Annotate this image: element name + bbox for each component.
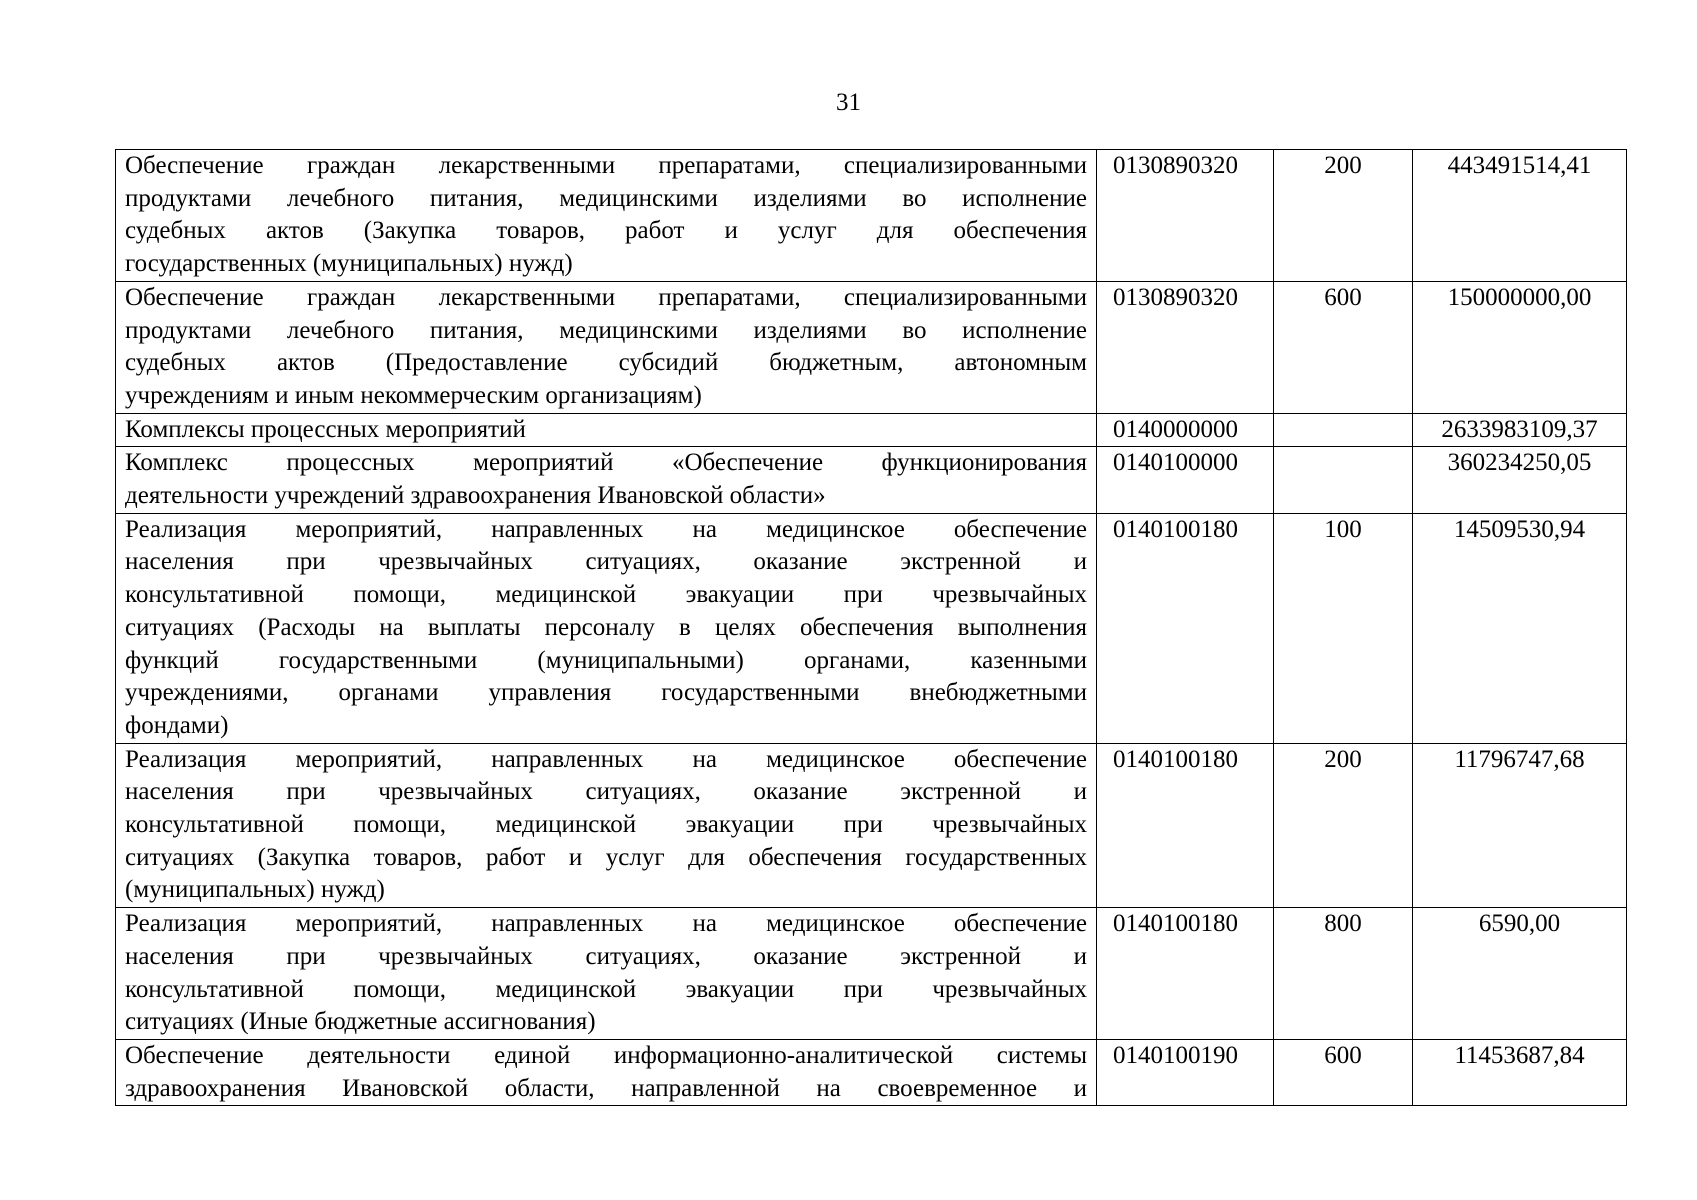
name-line: Комплекс процессных мероприятий «Обеспечение функционирования bbox=[125, 449, 1087, 477]
cell-target-code: 0140100180 bbox=[1097, 743, 1274, 908]
table-row bbox=[116, 150, 1627, 282]
cell-target-code: 0140100180 bbox=[1097, 513, 1274, 743]
name-line: Обеспечение граждан лекарственными препаратами, специализированными bbox=[125, 283, 1087, 311]
table-row bbox=[116, 281, 1627, 413]
cell-amount: 11453687,84 bbox=[1413, 1039, 1627, 1105]
page-number: 31 bbox=[836, 89, 861, 116]
cell-amount: 360234250,05 bbox=[1413, 447, 1627, 513]
table-row bbox=[116, 413, 1627, 447]
budget-table bbox=[115, 149, 1627, 1106]
cell-target-code: 0130890320 bbox=[1097, 150, 1274, 282]
cell-name bbox=[116, 743, 1097, 908]
name-line: Реализация мероприятий, направленных на медицинское обеспечение bbox=[125, 910, 1087, 938]
cell-amount: 150000000,00 bbox=[1413, 281, 1627, 413]
cell-expense-type: 600 bbox=[1274, 281, 1413, 413]
name-line: ситуациях (Иные бюджетные ассигнования) bbox=[125, 1008, 596, 1036]
name-line: населения при чрезвычайных ситуациях, оказание экстренной и bbox=[125, 548, 1087, 576]
cell-target-code: 0140100000 bbox=[1097, 447, 1274, 513]
name-line: функций государственными (муниципальными) органами, казенными bbox=[125, 646, 1087, 674]
table-row bbox=[116, 908, 1627, 1040]
cell-name bbox=[116, 413, 1097, 447]
cell-expense-type: 600 bbox=[1274, 1039, 1413, 1105]
cell-expense-type bbox=[1274, 413, 1413, 447]
cell-amount: 14509530,94 bbox=[1413, 513, 1627, 743]
cell-amount: 443491514,41 bbox=[1413, 150, 1627, 282]
table-row bbox=[116, 447, 1627, 513]
cell-amount: 2633983109,37 bbox=[1413, 413, 1627, 447]
name-line: судебных актов (Закупка товаров, работ и услуг для обеспечения bbox=[125, 217, 1087, 245]
name-line: продуктами лечебного питания, медицинскими изделиями во исполнение bbox=[125, 316, 1087, 344]
name-line: консультативной помощи, медицинской эвакуации при чрезвычайных bbox=[125, 975, 1087, 1003]
table-row bbox=[116, 513, 1627, 743]
cell-target-code: 0140100190 bbox=[1097, 1039, 1274, 1105]
name-line: ситуациях (Закупка товаров, работ и услуг для обеспечения государственных bbox=[125, 843, 1087, 871]
cell-name bbox=[116, 513, 1097, 743]
name-line: фондами) bbox=[125, 711, 229, 739]
cell-expense-type: 200 bbox=[1274, 743, 1413, 908]
name-line: (муниципальных) нужд) bbox=[125, 876, 385, 904]
name-line: здравоохранения Ивановской области, направленной на своевременное и bbox=[125, 1074, 1087, 1102]
name-line: Комплексы процессных мероприятий bbox=[125, 415, 526, 443]
cell-name bbox=[116, 281, 1097, 413]
cell-target-code: 0130890320 bbox=[1097, 281, 1274, 413]
table-row bbox=[116, 743, 1627, 908]
cell-name bbox=[116, 908, 1097, 1040]
cell-expense-type: 200 bbox=[1274, 150, 1413, 282]
cell-amount: 6590,00 bbox=[1413, 908, 1627, 1040]
name-line: учреждениям и иным некоммерческим организациям) bbox=[125, 381, 702, 409]
cell-target-code: 0140000000 bbox=[1097, 413, 1274, 447]
name-line: Реализация мероприятий, направленных на медицинское обеспечение bbox=[125, 745, 1087, 773]
table-row bbox=[116, 1039, 1627, 1105]
name-line: Обеспечение граждан лекарственными препаратами, специализированными bbox=[125, 152, 1087, 179]
cell-name bbox=[116, 447, 1097, 513]
name-line: ситуациях (Расходы на выплаты персоналу в целях обеспечения выполнения bbox=[125, 613, 1087, 641]
cell-target-code: 0140100180 bbox=[1097, 908, 1274, 1040]
name-line: продуктами лечебного питания, медицинскими изделиями во исполнение bbox=[125, 184, 1087, 212]
name-line: населения при чрезвычайных ситуациях, оказание экстренной и bbox=[125, 942, 1087, 970]
name-line: учреждениями, органами управления государственными внебюджетными bbox=[125, 679, 1087, 707]
cell-name bbox=[116, 150, 1097, 282]
name-line: Обеспечение деятельности единой информационно-аналитической системы bbox=[125, 1041, 1087, 1069]
cell-expense-type: 800 bbox=[1274, 908, 1413, 1040]
cell-name bbox=[116, 1039, 1097, 1105]
name-line: судебных актов (Предоставление субсидий бюджетным, автономным bbox=[125, 349, 1087, 377]
cell-expense-type: 100 bbox=[1274, 513, 1413, 743]
cell-amount: 11796747,68 bbox=[1413, 743, 1627, 908]
table-body bbox=[116, 150, 1627, 1106]
name-line: населения при чрезвычайных ситуациях, оказание экстренной и bbox=[125, 778, 1087, 806]
name-line: консультативной помощи, медицинской эвакуации при чрезвычайных bbox=[125, 811, 1087, 839]
cell-expense-type bbox=[1274, 447, 1413, 513]
name-line: деятельности учреждений здравоохранения Ивановской области» bbox=[125, 482, 826, 510]
name-line: консультативной помощи, медицинской эвакуации при чрезвычайных bbox=[125, 581, 1087, 609]
name-line: Реализация мероприятий, направленных на медицинское обеспечение bbox=[125, 515, 1087, 543]
name-line: государственных (муниципальных) нужд) bbox=[125, 250, 573, 278]
